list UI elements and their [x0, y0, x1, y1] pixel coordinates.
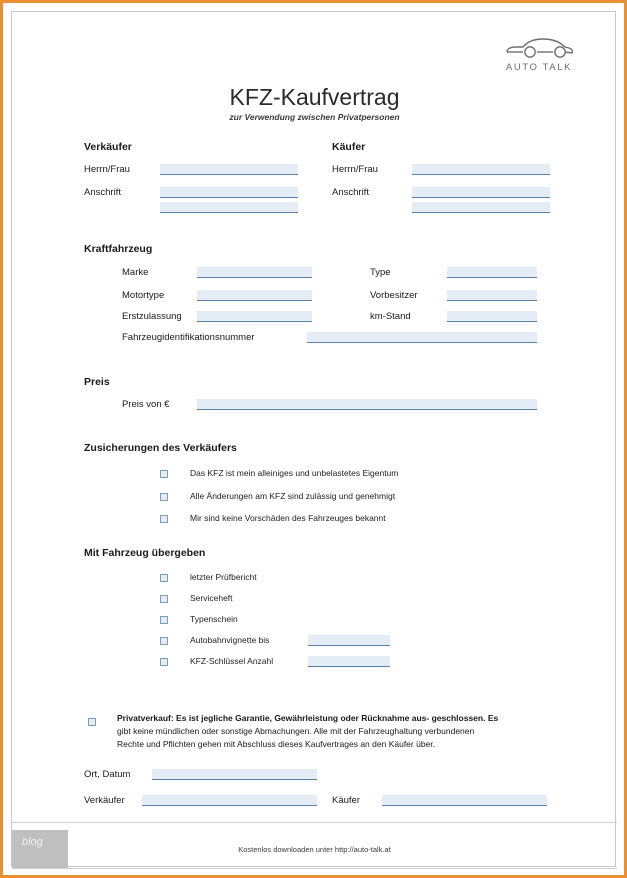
auto-talk-logo: [489, 32, 589, 73]
vehicle-vorbesitzer-label: Vorbesitzer: [370, 290, 418, 301]
private-sale-line3: Rechte und Pflichten gehen mit Abschluss dieses Kaufvertrages an den Käufer über.: [117, 739, 436, 749]
buyer-address-input-line2[interactable]: [412, 202, 550, 213]
buyer-address-label: Anschrift: [332, 187, 369, 198]
private-sale-checkbox[interactable]: [88, 718, 96, 726]
place-date-label: Ort, Datum: [84, 769, 131, 780]
buyer-name-input[interactable]: [412, 164, 550, 175]
handover-label-3: Typenschein: [190, 614, 238, 624]
seller-heading: Verkäufer: [84, 141, 132, 153]
car-icon: [489, 32, 589, 60]
buyer-name-label: Herrn/Frau: [332, 164, 378, 175]
assurance-checkbox-3[interactable]: [160, 515, 168, 523]
page-title: KFZ-Kaufvertrag: [229, 84, 400, 110]
seller-name-input[interactable]: [160, 164, 298, 175]
private-sale-paragraph: [117, 712, 557, 751]
document-sheet: [11, 11, 616, 867]
vehicle-vin-label: Fahrzeugidentifikationsnummer: [122, 332, 255, 343]
price-input[interactable]: [197, 399, 537, 410]
place-date-input[interactable]: [152, 769, 317, 780]
handover-checkbox-5[interactable]: [160, 658, 168, 666]
vehicle-marke-label: Marke: [122, 267, 149, 278]
buyer-address-input-line1[interactable]: [412, 187, 550, 198]
divider-bottom: [12, 868, 617, 869]
vehicle-vin-input[interactable]: [307, 332, 537, 343]
vehicle-erstzulassung-input[interactable]: [197, 311, 312, 322]
page-subtitle: zur Verwendung zwischen Privatpersonen: [229, 112, 400, 122]
footer-note: Kostenlos downloaden unter http://auto-talk.at: [238, 845, 391, 854]
price-label: Preis von €: [122, 399, 170, 410]
handover-checkbox-1[interactable]: [160, 574, 168, 582]
price-heading: Preis: [84, 376, 110, 388]
seller-address-input-line1[interactable]: [160, 187, 298, 198]
autobahnvignette-input[interactable]: [308, 635, 390, 646]
assurance-label-1: Das KFZ ist mein alleiniges und unbelastetes Eigentum: [190, 468, 399, 478]
handover-heading: Mit Fahrzeug übergeben: [84, 547, 206, 559]
vehicle-km-input[interactable]: [447, 311, 537, 322]
handover-label-4: Autobahnvignette bis: [190, 635, 270, 645]
vehicle-km-label: km-Stand: [370, 311, 411, 322]
schluessel-anzahl-input[interactable]: [308, 656, 390, 667]
vehicle-vorbesitzer-input[interactable]: [447, 290, 537, 301]
assurances-heading: Zusicherungen des Verkäufers: [84, 442, 237, 454]
assurance-checkbox-2[interactable]: [160, 493, 168, 501]
seller-address-input-line2[interactable]: [160, 202, 298, 213]
private-sale-line1: Privatverkauf: Es ist jegliche Garantie, Gewährleistung oder Rücknahme aus- geschlossen. Es: [117, 713, 499, 723]
vehicle-type-label: Type: [370, 267, 391, 278]
assurance-label-3: Mir sind keine Vorschäden des Fahrzeuges bekannt: [190, 513, 386, 523]
divider-top: [12, 822, 617, 823]
vehicle-heading: Kraftfahrzeug: [84, 243, 153, 255]
buyer-signature-label: Käufer: [332, 795, 360, 806]
seller-signature-label: Verkäufer: [84, 795, 125, 806]
buyer-heading: Käufer: [332, 141, 366, 153]
seller-address-label: Anschrift: [84, 187, 121, 198]
vehicle-erstzulassung-label: Erstzulassung: [122, 311, 182, 322]
blog-watermark: blog: [12, 830, 68, 868]
handover-checkbox-4[interactable]: [160, 637, 168, 645]
logo-text: AUTO TALK: [505, 62, 573, 73]
private-sale-line2: gibt keine mündlichen oder sonstige Abmachungen. Alle mit der Fahrzeughaltung verbundenen: [117, 726, 475, 736]
vehicle-motortype-label: Motortype: [122, 290, 165, 301]
handover-label-2: Serviceheft: [190, 593, 233, 603]
vehicle-marke-input[interactable]: [197, 267, 312, 278]
seller-name-label: Herrn/Frau: [84, 164, 130, 175]
assurance-checkbox-1[interactable]: [160, 470, 168, 478]
handover-label-1: letzter Prüfbericht: [190, 572, 257, 582]
handover-label-5: KFZ-Schlüssel Anzahl: [190, 656, 274, 666]
buyer-signature-input[interactable]: [382, 795, 547, 806]
vehicle-motortype-input[interactable]: [197, 290, 312, 301]
vehicle-type-input[interactable]: [447, 267, 537, 278]
seller-signature-input[interactable]: [142, 795, 317, 806]
handover-checkbox-2[interactable]: [160, 595, 168, 603]
handover-checkbox-3[interactable]: [160, 616, 168, 624]
assurance-label-2: Alle Änderungen am KFZ sind zulässig und genehmigt: [190, 491, 396, 501]
